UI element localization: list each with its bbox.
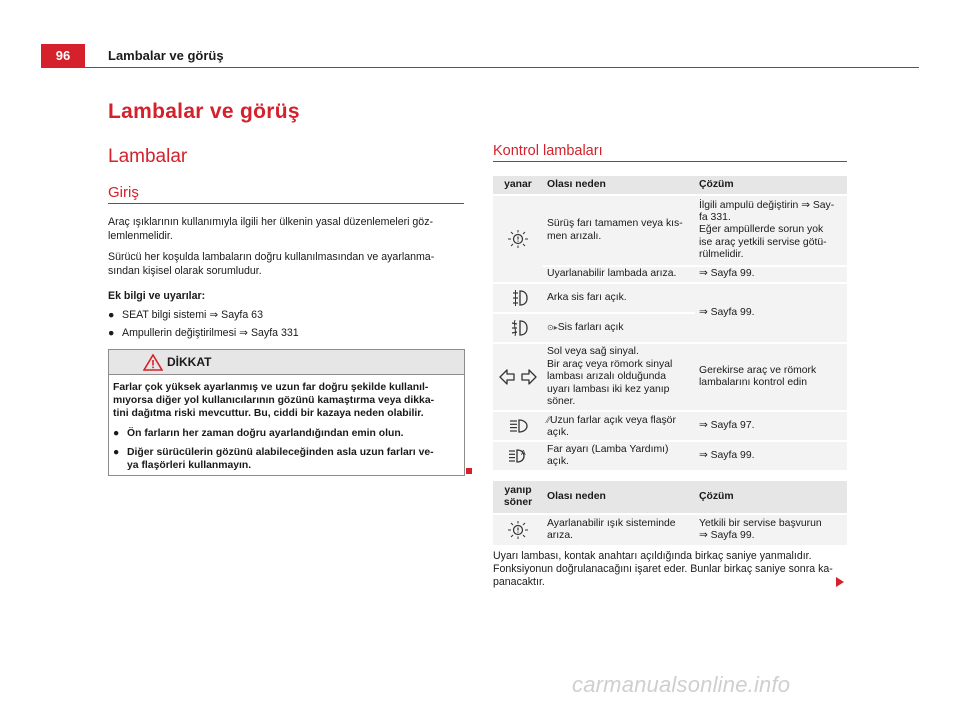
text-line: Sürüş farı tamamen veya kıs- xyxy=(547,218,683,230)
solution-cell[interactable]: ⇒ Sayfa 99. xyxy=(695,442,847,470)
lamps-flashing-table xyxy=(493,479,847,547)
cause-cell: Uyarlanabilir lambada arıza. xyxy=(543,267,695,282)
warning-body: Farlar çok yüksek ayarlanmış ve uzun far doğru şekilde kullanıl- mıyorsa diğer yol kullanıcılarının gözünü kamaştırma veya dikka- tini dağıtma riski mevcuttur. Bu, ciddi bir kazaya neden olabilir. ● Ön farların her zaman doğru ayarlandığından emin olun. ● Diğer sürücülerin gözünü alabileceğinden asla uzun farları ve- ya flaşörleri kullanmayın. xyxy=(113,382,435,472)
bulb-fault-icon xyxy=(493,196,543,282)
solution-cell xyxy=(695,515,847,545)
column-header: Olası neden xyxy=(543,176,695,194)
text-line: Bir araç veya römork sinyal xyxy=(547,358,673,370)
list-item: ● Ampullerin değiştirilmesi ⇒ Sayfa 331 xyxy=(108,327,299,339)
headlight-inline-icon: ⁄⁄ xyxy=(547,414,551,425)
text-line: sından kişisel olarak sorumludur. xyxy=(108,264,262,277)
column-header: Çözüm xyxy=(695,176,847,194)
control-lamps-heading: Kontrol lambaları xyxy=(493,143,603,159)
text-line: Sis farları açık xyxy=(557,322,624,334)
subsection-rule xyxy=(108,203,464,204)
text-line: Far ayarı (Lamba Yardımı) xyxy=(547,444,669,455)
front-fog-light-icon xyxy=(493,314,543,342)
watermark: carmanualsonline.info xyxy=(572,672,791,697)
cause-cell xyxy=(543,515,695,545)
heading-rule xyxy=(493,161,847,162)
text-line: men arızalı. xyxy=(547,230,602,242)
table-row xyxy=(493,284,847,312)
text-line: Sol veya sağ sinyal. xyxy=(547,346,639,358)
text-line: ise araç yetkili servise götü- xyxy=(699,236,827,248)
cause-cell xyxy=(543,314,695,342)
text-line: açık. xyxy=(547,426,569,438)
text-line: söner. xyxy=(547,396,576,408)
text-line: Diğer sürücülerin gözünü alabileceğinden asla uzun farları ve- xyxy=(127,446,434,458)
text-line: Uzun farlar açık veya flaşör xyxy=(550,414,676,426)
solution-cell xyxy=(695,344,847,410)
link-text[interactable]: Ampullerin değiştirilmesi ⇒ Sayfa 331 xyxy=(122,327,299,339)
text-line: Ayarlanabilir ışık sisteminde xyxy=(547,517,676,529)
page-link[interactable]: ⇒ Sayfa 99. xyxy=(699,530,755,541)
text-line: lemlenmelidir. xyxy=(108,229,173,242)
text-line: söner xyxy=(503,497,533,508)
table-row xyxy=(493,267,847,282)
table-row xyxy=(493,196,847,265)
cause-cell: Arka sis farı açık. xyxy=(543,284,695,312)
subsection-heading: Giriş xyxy=(108,184,139,201)
text-line: arıza. xyxy=(547,530,573,541)
text-line: rülmelidir. xyxy=(699,249,744,261)
text-line: Farlar çok yüksek ayarlanmış ve uzun far doğru şekilde kullanıl- xyxy=(113,382,429,393)
running-title: Lambalar ve görüş xyxy=(108,48,224,63)
text-line: lambalarını kontrol edin xyxy=(699,377,808,389)
column-header: Olası neden xyxy=(543,481,695,513)
list-item: ● SEAT bilgi sistemi ⇒ Sayfa 63 xyxy=(108,309,263,321)
page-number: 96 xyxy=(41,44,85,68)
svg-text:A: A xyxy=(521,450,526,458)
text-line: mıyorsa diğer yol kullanıcılarının gözünü kamaştırma veya dikka- xyxy=(113,395,435,407)
section-heading: Lambalar xyxy=(108,146,188,167)
turn-signal-icon xyxy=(493,344,543,410)
column-header xyxy=(493,481,543,513)
table-row xyxy=(493,442,847,470)
link-text[interactable]: SEAT bilgi sistemi ⇒ Sayfa 63 xyxy=(122,309,263,321)
responsibility-paragraph xyxy=(108,251,468,278)
page-title: Lambalar ve görüş xyxy=(108,100,300,123)
text-line: panacaktır. xyxy=(493,575,545,588)
warning-box xyxy=(108,349,465,476)
warning-bullet xyxy=(127,446,434,472)
solution-cell[interactable]: ⇒ Sayfa 99. xyxy=(695,267,847,282)
text-line: Sürücü her koşulda lambaların doğru kullanılmasından ve ayarlanma- xyxy=(108,251,435,263)
light-assist-icon xyxy=(493,442,543,470)
text-line: Fonksiyonun doğrulanacağını işaret eder. Bunlar birkaç saniye sonra ka- xyxy=(493,562,833,575)
text-line: yanıp xyxy=(504,485,532,496)
text-line: İlgili ampulü değiştirin ⇒ Say- xyxy=(699,199,835,211)
text-line: Uyarı lambası, kontak anahtarı açıldığında birkaç saniye yanmalıdır. xyxy=(493,550,812,562)
column-header: Çözüm xyxy=(695,481,847,513)
warning-triangle-icon xyxy=(143,354,163,371)
warning-bullet: Ön farların her zaman doğru ayarlandığından emin olun. xyxy=(127,427,404,439)
cause-cell xyxy=(543,412,695,440)
lamps-on-table xyxy=(493,174,847,472)
column-header: yanar xyxy=(493,176,543,194)
warning-title: DİKKAT xyxy=(167,355,212,369)
solution-cell[interactable]: ⇒ Sayfa 97. xyxy=(695,412,847,440)
table-row xyxy=(493,412,847,440)
text-line: tini dağıtma riski mevcuttur. Bu, ciddi bir kazaya neden olabilir. xyxy=(113,408,424,420)
cause-cell xyxy=(543,442,695,470)
header-rule xyxy=(41,67,919,68)
high-beam-icon xyxy=(493,412,543,440)
solution-cell xyxy=(695,196,847,265)
text-line: Araç ışıklarının kullanımıyla ilgili her ülkenin yasal düzenlemeleri göz- xyxy=(108,216,434,228)
text-line: açık. xyxy=(547,456,569,468)
adaptive-light-fault-icon xyxy=(493,515,543,545)
table-row xyxy=(493,515,847,545)
table-header-row xyxy=(493,176,847,194)
end-marker xyxy=(466,468,472,474)
text-line: lambası arızalı olduğunda xyxy=(547,371,666,383)
table-row xyxy=(493,344,847,410)
text-line: Yetkili bir servise başvurun xyxy=(699,517,822,529)
text-line: uyarı lambası iki kez yanıp xyxy=(547,383,670,395)
text-line: Gerekirse araç ve römork xyxy=(699,365,817,376)
fog-inline-icon: ⊙▸ xyxy=(547,323,558,333)
cause-cell xyxy=(543,196,695,265)
rear-fog-light-icon xyxy=(493,284,543,312)
text-line: Eğer ampüllerde sorun yok xyxy=(699,224,824,236)
footer-paragraph xyxy=(493,550,853,588)
text-line: ya flaşörleri kullanmayın. xyxy=(127,460,252,472)
warning-header xyxy=(109,350,464,375)
notes-heading: Ek bilgi ve uyarılar: xyxy=(108,290,206,302)
text-line: fa 331. xyxy=(699,212,731,224)
solution-cell[interactable]: ⇒ Sayfa 99. xyxy=(695,284,847,342)
cause-cell xyxy=(543,344,695,410)
intro-paragraph xyxy=(108,216,468,243)
table-header-row xyxy=(493,481,847,513)
continue-arrow-icon[interactable] xyxy=(836,577,844,587)
